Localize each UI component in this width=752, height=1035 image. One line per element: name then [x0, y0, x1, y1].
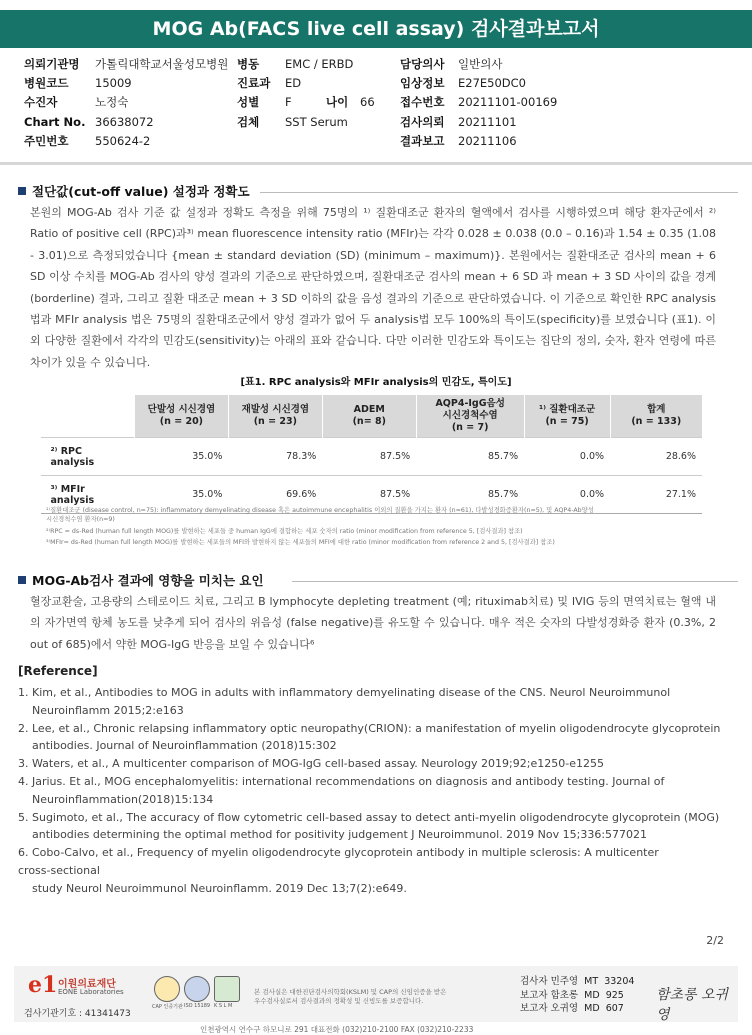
table-footnote: ²⁾RPC = ds-Red (human full length MOG)를 발현하는 세포들 중 human IgG에 결합하는 세포 숫자의 ratio (minor modification from reference 5, [검사결과] 참조) [46, 528, 523, 535]
iso-seal-icon [184, 976, 210, 1002]
column-header: 재발성 시신경염 (n = 23) [228, 395, 322, 438]
info-label: 나이 [326, 95, 349, 109]
info-label: 담당의사 [400, 57, 445, 71]
footer-address: 인천광역시 연수구 하모니로 291 대표전화 (032)210-2100 FAX (032)210-2233 [200, 1025, 474, 1034]
table-row [41, 438, 703, 476]
signature: 함초롱 오귀영 [656, 987, 729, 1023]
info-value: EMC / ERBD [285, 57, 354, 71]
info-label: 결과보고 [400, 134, 445, 148]
staff-row: 보고자 오귀영 MD 607 [520, 1003, 624, 1014]
info-value: 20211106 [458, 134, 517, 148]
table-header-row [41, 395, 703, 438]
header-divider [0, 162, 752, 165]
table-footnote: 시신경척수염 환자(n=9) [46, 516, 115, 523]
table-cell: 28.6% [610, 438, 702, 476]
section-title: 절단값(cut-off value) 설정과 정확도 [32, 184, 250, 199]
reference-line: 2. Lee, et al., Chronic relapsing inflammatory optic neuropathy(CRION): a manifestation of myelin oligodendrocyte glycoprotein [18, 721, 721, 735]
section-rule [260, 192, 738, 193]
cert-label: ISO 15189 [184, 1003, 211, 1009]
cutoff-paragraph: 본원의 MOG-Ab 검사 기준 값 설정과 정확도 측정을 위해 75명의 ¹⁾ 질환대조군 환자의 혈액에서 검사를 시행하였으며 해당 환자군에서 ²⁾ Ratio of positive cell (RPC)과³⁾ mean fluorescence intensity ratio (MFIr)는 각각 0.028 ± 0.038 (0.0 – 0.16)과 1.54 ± 0.35 (1.08 - 3.01)으로 측정되었습니다 {mean ± standard deviation (SD) (minimum – maximum)}. 본원에서는 질환대조군 검사의 mean + 6 SD 이상 수치를 MOG-Ab 검사의 양성 결과의 기준으로 판단하였으며, 질환대조군 검사의 mean + 6 SD 과 mean + 3 SD 사이의 값을 경계 (borderline) 결과, 그리고 질환 대조군 mean + 3 SD 이하의 값을 음성 결과의 기준으로 판단하였습니다. 이 기준으로 확인한 RPC analysis 법과 MFIr analysis 법은 75명의 질환대조군에서 양성 결과가 없어 두 analysis법 모두 100%의 특이도(specificity)를 보였습니다 (표1). 이 외 다양한 질환에서 각각의 민감도(sensitivity)는 아래의 표와 같습니다. 다만 이러한 민감도와 특이도는 집단의 정의, 숫자, 환자 연령에 따른 차이가 있을 수 있습니다. [30, 206, 716, 369]
info-label: 병동 [237, 57, 260, 71]
reference-line: 6. Cobo-Calvo, et al., Frequency of myelin oligodendrocyte glycoprotein antibody in multiple sclerosis: A multicenter [18, 846, 659, 860]
factors-paragraph: 혈장교환술, 고용량의 스테로이드 치료, 그리고 B lymphocyte depleting treatment (예; rituximab치료) 및 IVIG 등의 면역치료는 혈액 내의 자가면역 항체 농도를 낮추게 되어 검사의 위음성 (false negative)를 유도할 수 있습니다. 매우 적은 숫자의 다발성경화증 환자 (0.3%, 2 out of 685)에서 약한 MOG-IgG 반응을 보일 수 있습니다⁶ [30, 595, 716, 651]
info-value: 36638072 [95, 115, 154, 129]
bullet-square-icon [18, 576, 26, 584]
section-title: MOG-Ab검사 결과에 영향을 미치는 요인 [32, 573, 264, 588]
table-cell: 85.7% [416, 476, 524, 514]
info-label: 검사의뢰 [400, 115, 445, 129]
section-heading [18, 571, 264, 589]
table-cell: 85.7% [416, 438, 524, 476]
reference-line: 3. Waters, et al., A multicenter comparison of MOG-IgG cell-based assay. Neurology 2019;92;e1250-e1255 [18, 757, 604, 771]
info-label: 병원코드 [24, 76, 69, 90]
cert-label: K S L M [214, 1003, 233, 1009]
reference-line: antibodies determining the optimal method for positivity judgement J Neuroimmunol. 2019 Nov 15;336:577021 [32, 828, 648, 842]
table-cell: 27.1% [610, 476, 702, 514]
table-cell: 87.5% [322, 476, 416, 514]
bullet-square-icon [18, 187, 26, 195]
reference-line: Neuroinflamm 2015;2:e163 [32, 703, 184, 717]
table-cell: 0.0% [524, 476, 610, 514]
info-row [0, 93, 752, 111]
info-value: 노정숙 [95, 95, 129, 109]
logo-name: 이원의료재단 [58, 979, 116, 990]
reference-list [18, 684, 738, 898]
reference-line: 1. Kim, et al., Antibodies to MOG in adults with inflammatory demyelinating disease of the CNS. Neurol Neuroimmunol [18, 686, 671, 699]
cap-seal-icon [154, 976, 180, 1002]
patient-info [0, 53, 752, 161]
table-cell: 87.5% [322, 438, 416, 476]
table-corner [41, 395, 135, 438]
logo-subtitle: EONE Laboratories [58, 988, 124, 996]
info-value: 66 [360, 95, 375, 109]
report-title: MOG Ab(FACS live cell assay) 검사결과보고서 [0, 10, 752, 48]
info-label: 임상정보 [400, 76, 445, 90]
section-rule [292, 581, 738, 582]
reference-line: study Neurol Neuroimmunol Neuroinflamm. 2019 Dec 13;7(2):e649. [32, 881, 407, 895]
column-header: 단발성 시신경염 (n = 20) [134, 395, 228, 438]
table-cell: 35.0% [134, 476, 228, 514]
reference-line: 4. Jarius. Et al., MOG encephalomyelitis: international recommendations on diagnosis and antibody testing. Journal of [18, 774, 665, 788]
reference-line: antibodies. Journal of Neuroinflammation (2018)15:302 [32, 739, 337, 753]
info-value: 일반의사 [458, 57, 503, 71]
info-label: 성별 [237, 95, 260, 109]
table-footnote: ¹⁾질환대조군 (disease control, n=75): inflammatory demyelinating disease 혹은 autoimmune encephalitis 이외의 질환을 가지는 환자 (n=61), 다발성경화증환자(n=5), 및 AQP4-Ab양성 [46, 507, 594, 514]
certification-text: 본 검사실은 대한진단검사의학회(KSLM) 및 CAP의 신임인증을 받은 우수검사실로서 검사결과의 정확성 및 신빙도를 보증합니다. [254, 988, 447, 1005]
page-number: 2/2 [706, 934, 724, 947]
column-header: 합계 (n = 133) [610, 395, 702, 438]
eone-logo-icon: e1 [28, 972, 58, 998]
column-header: AQP4-IgG음성 시신경척수염 (n = 7) [416, 395, 524, 438]
info-label: 진료과 [237, 76, 271, 90]
staff-row: 보고자 함초롱 MD 925 [520, 989, 624, 1001]
table-cell: 69.6% [228, 476, 322, 514]
reference-line: cross-sectional [18, 863, 100, 877]
info-value: 550624-2 [95, 134, 151, 148]
table-cell: 35.0% [134, 438, 228, 476]
section-heading [18, 182, 250, 200]
info-label: 접수번호 [400, 95, 445, 109]
info-label: 주민번호 [24, 134, 69, 148]
sensitivity-table [40, 395, 702, 514]
info-label: 수진자 [24, 95, 58, 109]
row-label: ³⁾ MFIr analysis [41, 476, 135, 514]
table-footnote: ³⁾MFIr= ds-Red (human full length MOG)를 발현하는 세포들의 MFI와 발현하지 않는 세포들의 MFI에 대한 ratio (minor modification from reference 2 and 5, [검사결과] 참조) [46, 539, 555, 546]
info-value: SST Serum [285, 115, 348, 129]
row-label: ²⁾ RPC analysis [41, 438, 135, 476]
info-row [0, 132, 752, 150]
column-header: ¹⁾ 질환대조군 (n = 75) [524, 395, 610, 438]
column-header: ADEM (n= 8) [322, 395, 416, 438]
kslm-seal-icon [214, 976, 240, 1002]
table-caption: [표1. RPC analysis와 MFIr analysis의 민감도, 특이도] [240, 377, 512, 388]
staff-list [520, 975, 634, 1016]
info-value: 가톨릭대학교서울성모병원 [95, 57, 229, 71]
reference-title: [Reference] [18, 664, 98, 678]
staff-row: 검사자 민주영 MT 33204 [520, 976, 635, 987]
info-value: 20211101-00169 [458, 95, 558, 109]
table-cell: 0.0% [524, 438, 610, 476]
info-value: 15009 [95, 76, 132, 90]
info-label: 의뢰기관명 [24, 57, 80, 71]
info-value: ED [285, 76, 302, 90]
institution-code: 검사기관기호 : 41341473 [24, 1009, 131, 1019]
info-value: F [285, 95, 292, 109]
reference-line: Neuroinflammation(2018)15:134 [32, 792, 214, 806]
info-label: 검체 [237, 115, 260, 129]
table-cell: 78.3% [228, 438, 322, 476]
cert-label: CAP 인증기관 [152, 1004, 183, 1010]
info-row [0, 113, 752, 131]
info-row [0, 74, 752, 92]
info-value: 20211101 [458, 115, 517, 129]
info-row [0, 55, 752, 73]
reference-line: 5. Sugimoto, et al., The accuracy of flow cytometric cell-based assay to detect anti-myelin oligodendrocyte glycoprotein (MOG) [18, 810, 720, 824]
info-label: Chart No. [24, 115, 86, 129]
footer [14, 966, 738, 1022]
info-value: E27E50DC0 [458, 76, 527, 90]
